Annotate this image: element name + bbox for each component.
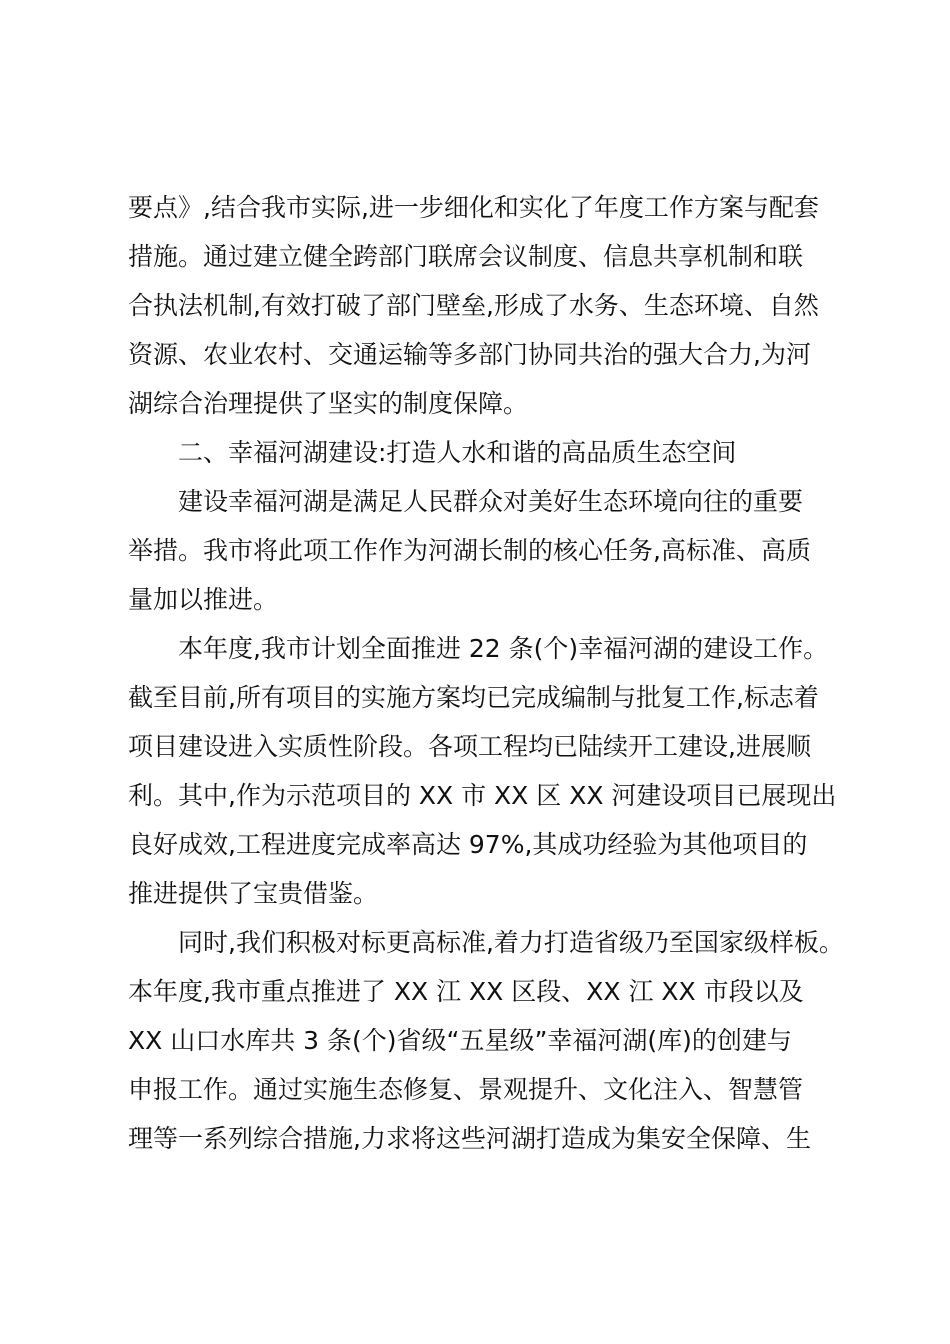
text-line: 利。其中,作为示范项目的 XX 市 XX 区 XX 河建设项目已展现出 bbox=[128, 781, 837, 810]
paragraph-start: 建设幸福河湖是满足人民群众对美好生态环境向往的重要 bbox=[178, 487, 804, 516]
text-line: 项目建设进入实质性阶段。各项工程均已陆续开工建设,进展顺 bbox=[128, 732, 811, 761]
paragraph-start: 本年度,我市计划全面推进 22 条(个)幸福河湖的建设工作。 bbox=[178, 634, 829, 663]
text-line: 推进提供了宝贵借鉴。 bbox=[128, 879, 379, 908]
text-line: 湖综合治理提供了坚实的制度保障。 bbox=[128, 389, 529, 418]
text-line: 本年度,我市重点推进了 XX 江 XX 区段、XX 江 XX 市段以及 bbox=[128, 977, 804, 1006]
text-line: 合执法机制,有效打破了部门壁垒,形成了水务、生态环境、自然 bbox=[128, 291, 819, 320]
text-line: XX 山口水库共 3 条(个)省级“五星级”幸福河湖(库)的创建与 bbox=[128, 1026, 792, 1055]
text-line: 量加以推进。 bbox=[128, 585, 279, 614]
section-heading: 二、幸福河湖建设:打造人水和谐的高品质生态空间 bbox=[178, 438, 737, 467]
text-line: 申报工作。通过实施生态修复、景观提升、文化注入、智慧管 bbox=[128, 1075, 804, 1104]
text-line: 要点》,结合我市实际,进一步细化和实化了年度工作方案与配套 bbox=[128, 193, 819, 222]
paragraph-start: 同时,我们积极对标更高标准,着力打造省级乃至国家级样板。 bbox=[178, 928, 844, 957]
text-line: 举措。我市将此项工作作为河湖长制的核心任务,高标准、高质 bbox=[128, 536, 811, 565]
text-line: 良好成效,工程进度完成率高达 97%,其成功经验为其他项目的 bbox=[128, 830, 808, 859]
text-line: 资源、农业农村、交通运输等多部门协同共治的强大合力,为河 bbox=[128, 340, 811, 369]
text-line: 截至目前,所有项目的实施方案均已完成编制与批复工作,标志着 bbox=[128, 683, 819, 712]
text-line: 理等一系列综合措施,力求将这些河湖打造成为集安全保障、生 bbox=[128, 1124, 811, 1153]
body-text bbox=[128, 183, 848, 1163]
text-line: 措施。通过建立健全跨部门联席会议制度、信息共享机制和联 bbox=[128, 242, 804, 271]
